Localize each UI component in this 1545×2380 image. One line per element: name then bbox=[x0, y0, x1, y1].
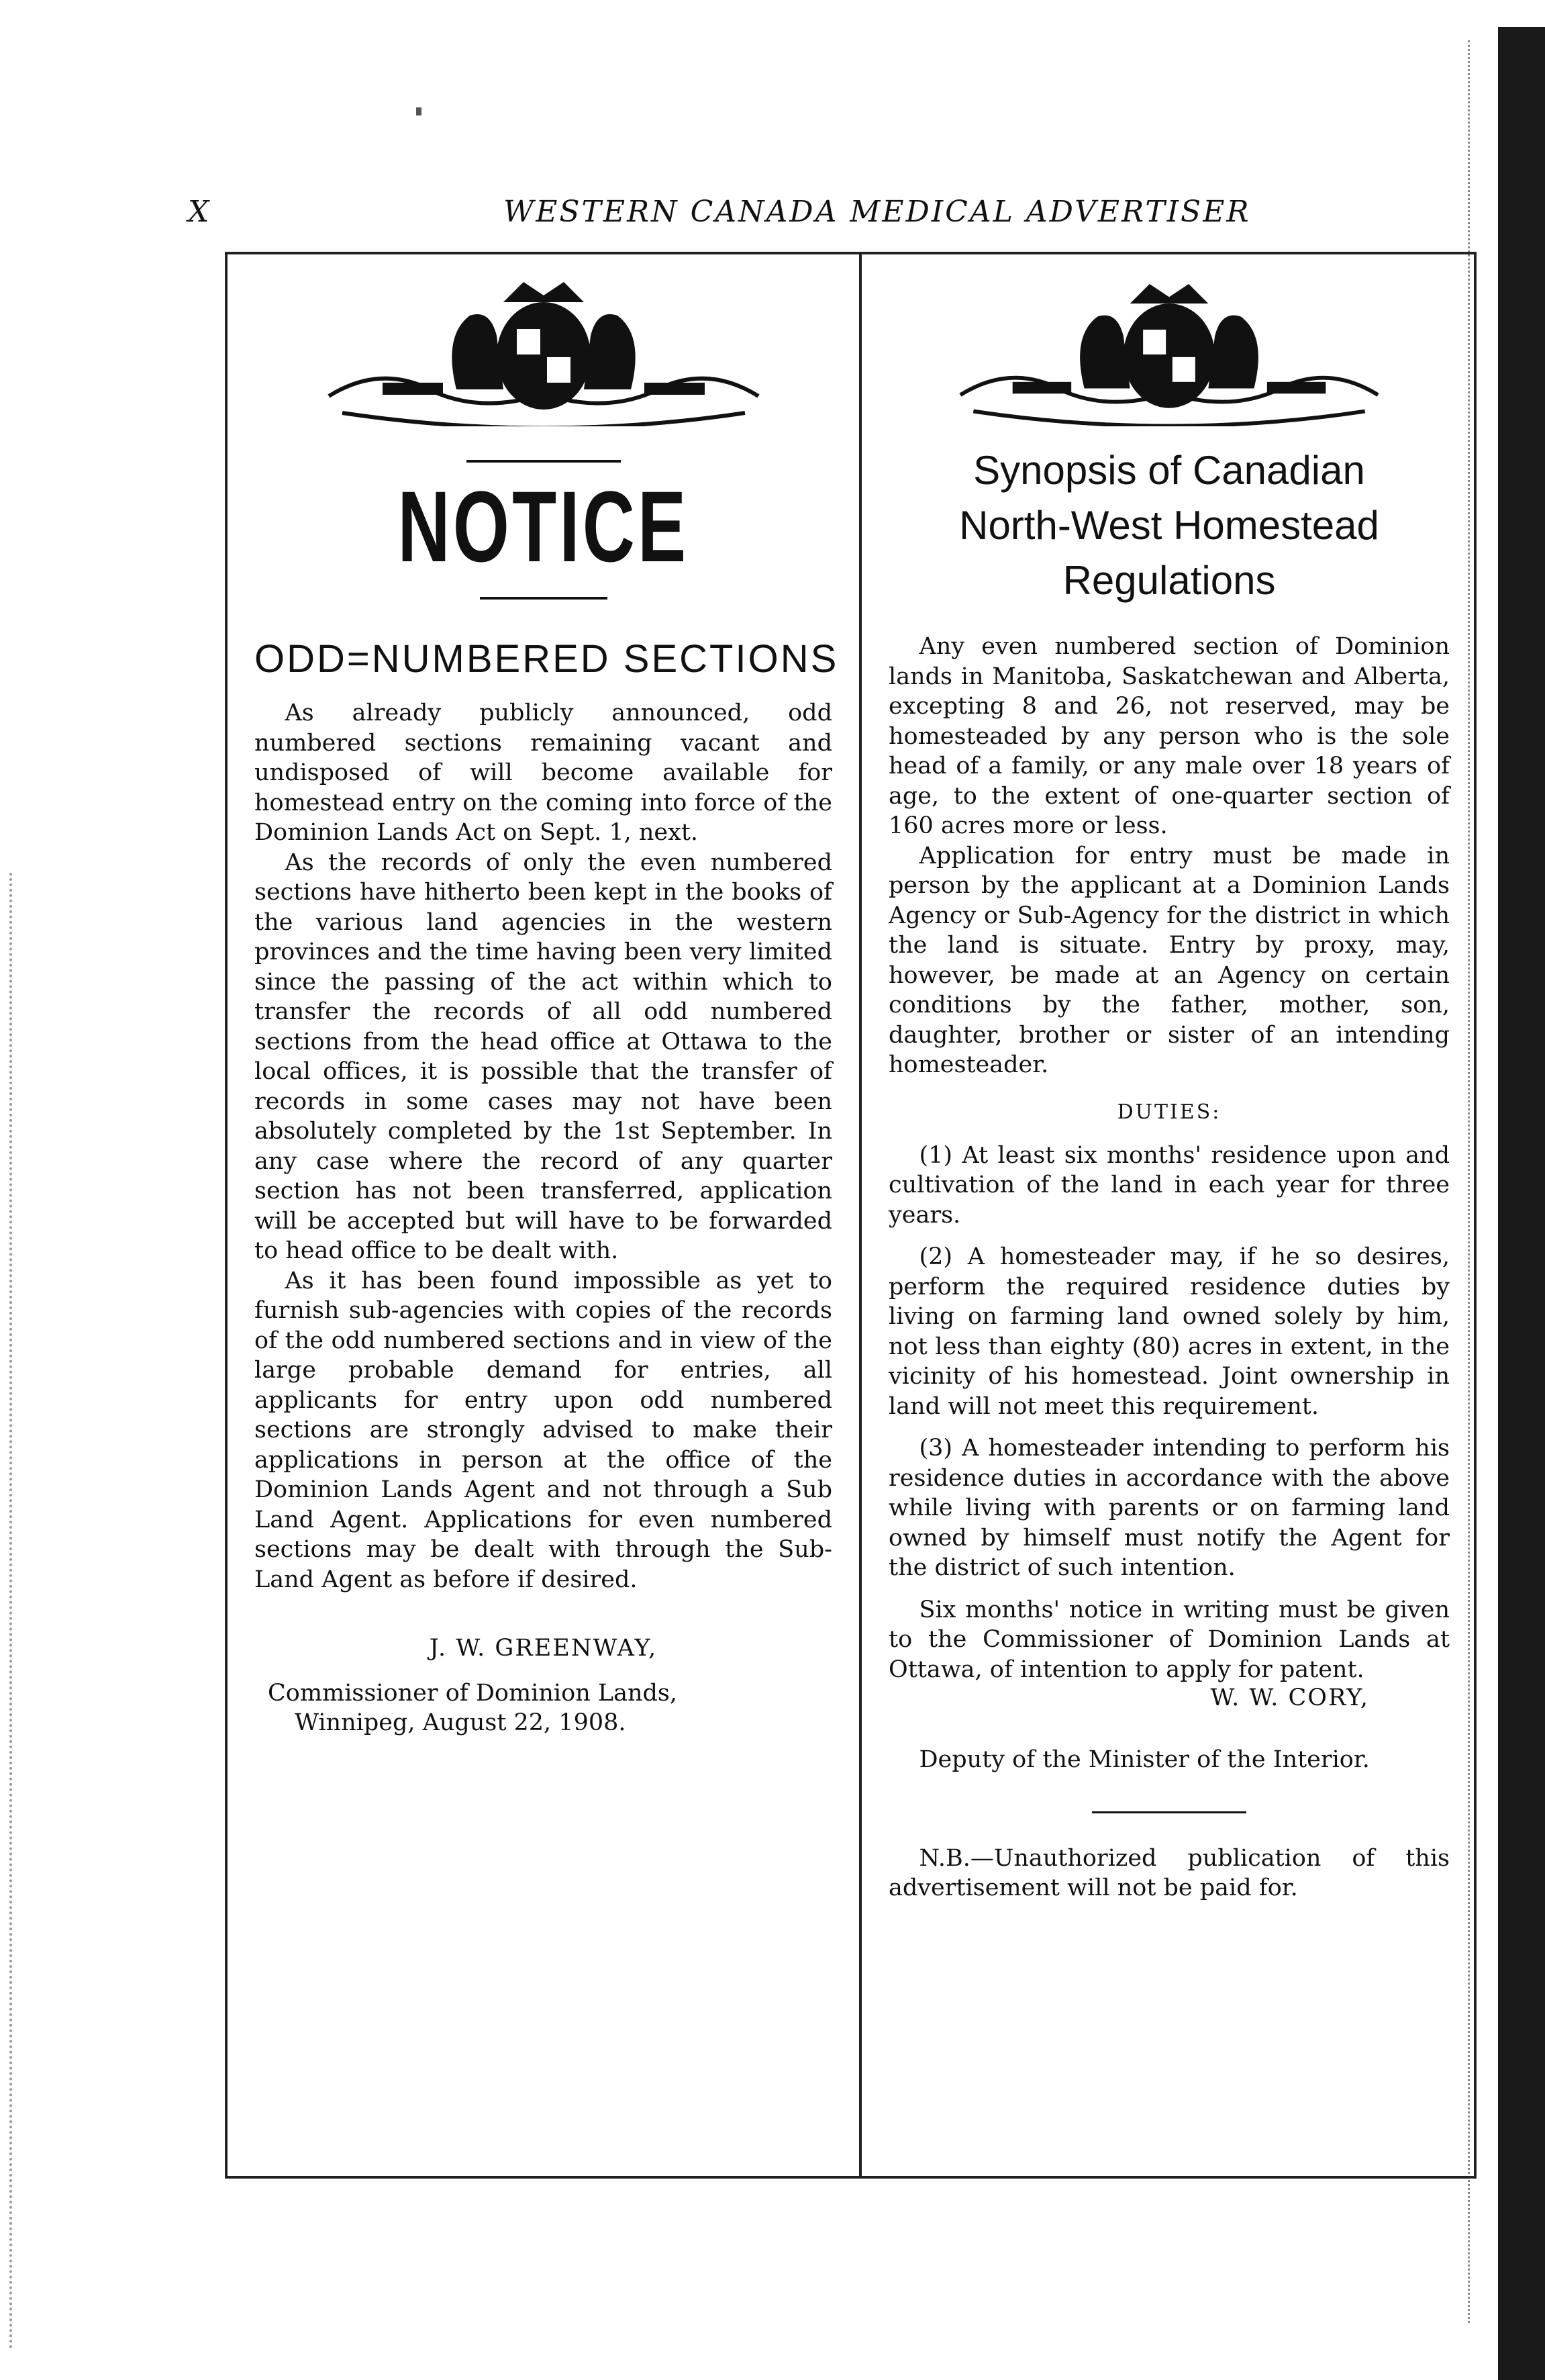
notice-heading: ODD=NUMBERED SECTIONS bbox=[254, 637, 839, 681]
ornament-rule bbox=[466, 460, 621, 463]
notice-paragraph: As the records of only the even numbered sections have hitherto been kept in the books of the various land agencies in the western provinces and the time having been very limited since the passing of the act within which to transfer the records of all odd numbered sections from the head office at Ottawa to the local offices, it is possible that the transfer of records in some cases may not have been absolutely completed by the 1st September. In any case where the record of any quarter section has not been transferred, application will be accepted but will have to be forwarded to head office to be dealt with. bbox=[254, 849, 832, 1264]
patent-notice: Six months' notice in writing must be given to the Commissioner of Dominion Lands at Ottawa, of intention to apply for patent. bbox=[889, 1596, 1450, 1683]
ornament-rule bbox=[480, 597, 607, 600]
notice-paragraph: As it has been found impossible as yet to furnish sub-agencies with copies of the records of the odd numbered sections and in view of the large probable demand for entries, all applicants for entry upon odd numbered sections are strongly advised to make their applications in person at the office of the Dominion Lands Agent and not through a Sub Land Agent. Applications for even numbered sections may be dealt with through the Sub-Land Agent as before if desired. bbox=[254, 1267, 832, 1593]
scan-mark bbox=[416, 107, 421, 115]
scan-edge-shadow bbox=[1498, 27, 1545, 2380]
duties-heading: DUTIES: bbox=[1117, 1100, 1222, 1124]
coat-of-arms-icon bbox=[302, 282, 785, 426]
notice-signature-place-date: Winnipeg, August 22, 1908. bbox=[295, 1709, 626, 1736]
page-number: X bbox=[188, 195, 209, 229]
synopsis-title bbox=[889, 443, 1450, 608]
synopsis-title-line: Synopsis of Canadian bbox=[973, 448, 1365, 493]
synopsis-title-line: Regulations bbox=[1062, 558, 1276, 603]
synopsis-signature-title: Deputy of the Minister of the Interior. bbox=[919, 1746, 1370, 1773]
notice-column bbox=[228, 252, 859, 2179]
scan-margin-speckle bbox=[9, 873, 19, 2350]
notice-paragraph: As already publicly announced, odd numbered sections remaining vacant and undisposed of will become available for homestead entry on the coming into force of the Dominion Lands Act on Sept. 1, next. bbox=[254, 700, 832, 846]
synopsis-title-line: North-West Homestead bbox=[959, 503, 1379, 548]
synopsis-signature: W. W. CORY, bbox=[1210, 1684, 1369, 1711]
synopsis-paragraph: Application for entry must be made in person by the applicant at a Dominion Lands Agency or Sub-Agency for the district in which the land is situate. Entry by proxy, may, however, be made at an Agency on certain conditions by the father, mother, son, daughter, brother or sister of an intending homesteader. bbox=[889, 842, 1450, 1078]
running-head bbox=[188, 195, 1463, 235]
duty-item: (3) A homesteader intending to perform his residence duties in accordance with the above while living with parents or on farming land owned by himself must notify the Agent for the district of such intention. bbox=[889, 1435, 1450, 1581]
notice-signature: J. W. GREENWAY, bbox=[429, 1635, 658, 1662]
ornament-rule bbox=[1092, 1811, 1246, 1813]
coat-of-arms-icon bbox=[934, 282, 1404, 426]
journal-title: WESTERN CANADA MEDICAL ADVERTISER bbox=[503, 195, 1251, 229]
duty-item: (2) A homesteader may, if he so desires, perform the required residence duties by living on farming land owned solely by him, not less than eighty (80) acres in extent, in the vicinity of his homestead. Joint ownership in land will not meet this requirement. bbox=[889, 1243, 1450, 1420]
duty-item: (1) At least six months' residence upon and cultivation of the land in each year for three years. bbox=[889, 1141, 1450, 1229]
notice-signature-title: Commissioner of Dominion Lands, bbox=[268, 1680, 678, 1707]
notice-title: NOTICE bbox=[397, 470, 689, 583]
synopsis-column bbox=[862, 252, 1474, 2179]
nb-note: N.B.—Unauthorized publication of this advertisement will not be paid for. bbox=[889, 1845, 1450, 1901]
synopsis-paragraph: Any even numbered section of Dominion lands in Manitoba, Saskatchewan and Alberta, excepting 8 and 26, not reserved, may be homesteaded by any person who is the sole head of a family, or any male over 18 years of age, to the extent of one-quarter section of 160 acres more or less. bbox=[889, 633, 1450, 839]
